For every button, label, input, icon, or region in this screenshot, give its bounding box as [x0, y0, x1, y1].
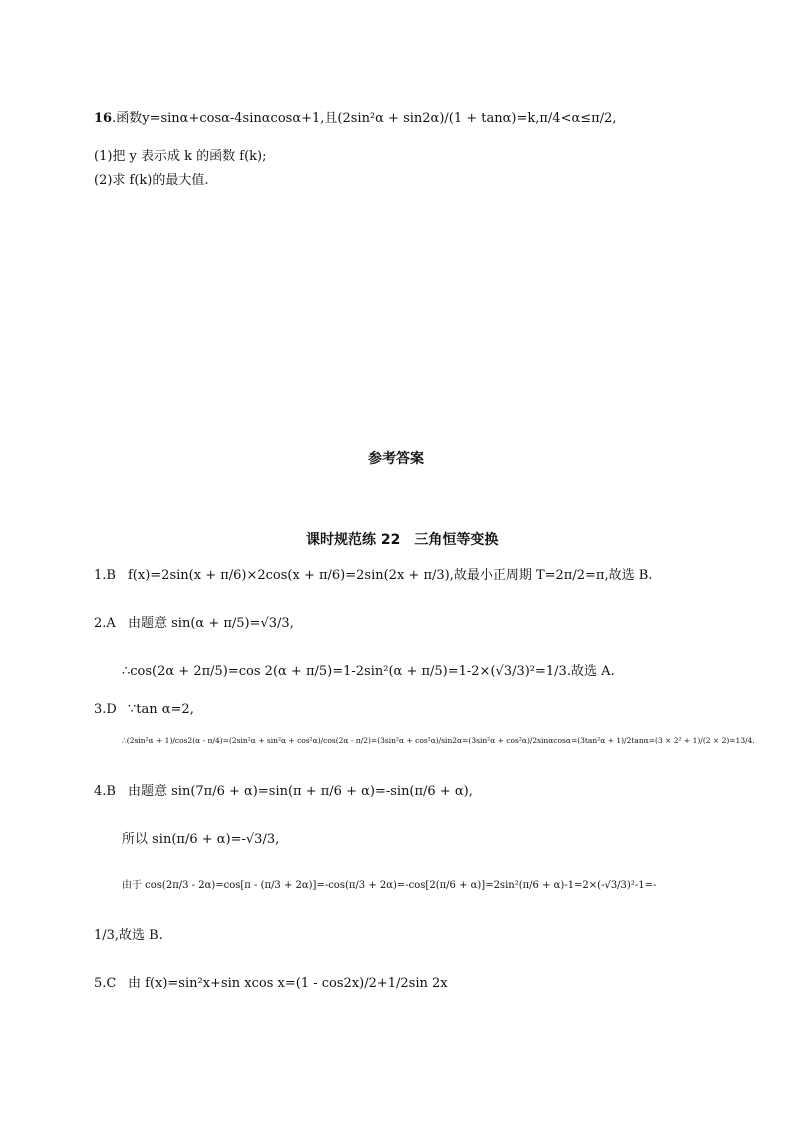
problem-16-part-1: (1)把 y 表示成 k 的函数 f(k); — [94, 149, 267, 164]
answer-2-line-2: ∴cos(2α + 2π/5)=cos 2(α + π/5)=1-2sin²(α + π/5)=1-2×(√3/3)²=1/3.故选 A. — [122, 664, 615, 679]
problem-16-stem — [94, 111, 616, 127]
answer-4-line-4: 1/3,故选 B. — [94, 928, 163, 943]
answer-3-tag: 3.D — [94, 702, 117, 717]
answer-4-line-1: 由题意 sin(7π/6 + α)=sin(π + π/6 + α)=-sin(π/6 + α), — [128, 784, 473, 799]
answer-5-tag: 5.C — [94, 976, 117, 991]
answer-3 — [94, 702, 194, 718]
answer-2-tag: 2.A — [94, 616, 116, 631]
answer-4-line-2: 所以 sin(π/6 + α)=-√3/3, — [122, 832, 280, 847]
section-title: 课时规范练 22 三角恒等变换 — [306, 532, 499, 548]
answer-4 — [94, 784, 473, 800]
answer-5-line-1: 由 f(x)=sin²x+sin xcos x=(1 - cos2x)/2+1/2sin 2x — [128, 976, 448, 991]
problem-stem-text: .函数y=sinα+cosα-4sinαcosα+1,且(2sin²α + sin2α)/(1 + tanα)=k,π/4<α≤π/2, — [112, 111, 617, 126]
answer-3-line-1: ∵tan α=2, — [128, 702, 194, 717]
answer-1 — [94, 568, 652, 584]
answer-1-line-1: f(x)=2sin(x + π/6)×2cos(x + π/6)=2sin(2x + π/3),故最小正周期 T=2π/2=π,故选 B. — [128, 568, 653, 583]
problem-16-part-2: (2)求 f(k)的最大值. — [94, 173, 209, 188]
problem-number: 16 — [94, 111, 113, 126]
answers-heading: 参考答案 — [368, 451, 424, 467]
answer-2-line-1: 由题意 sin(α + π/5)=√3/3, — [128, 616, 294, 631]
answer-1-tag: 1.B — [94, 568, 116, 583]
answer-2 — [94, 616, 294, 632]
answer-5 — [94, 976, 448, 992]
answer-4-tag: 4.B — [94, 784, 116, 799]
answer-4-line-3: 由于 cos(2π/3 - 2α)=cos[π - (π/3 + 2α)]=-cos(π/3 + 2α)=-cos[2(π/6 + α)]=2sin²(π/6 + α)-1=2×(-√3/3)²-1=- — [122, 880, 657, 891]
answer-3-line-2: ∴(2sin²α + 1)/cos2(α - π/4)=(2sin²α + sin²α + cos²α)/cos(2α - π/2)=(3sin²α + cos²α)/sin2α=(3sin²α + cos²α)/2sinαcosα=(3tan²α + 1)/2tanα=(3 × 2² + 1)/(2 × 2)=13/4. — [122, 736, 755, 745]
